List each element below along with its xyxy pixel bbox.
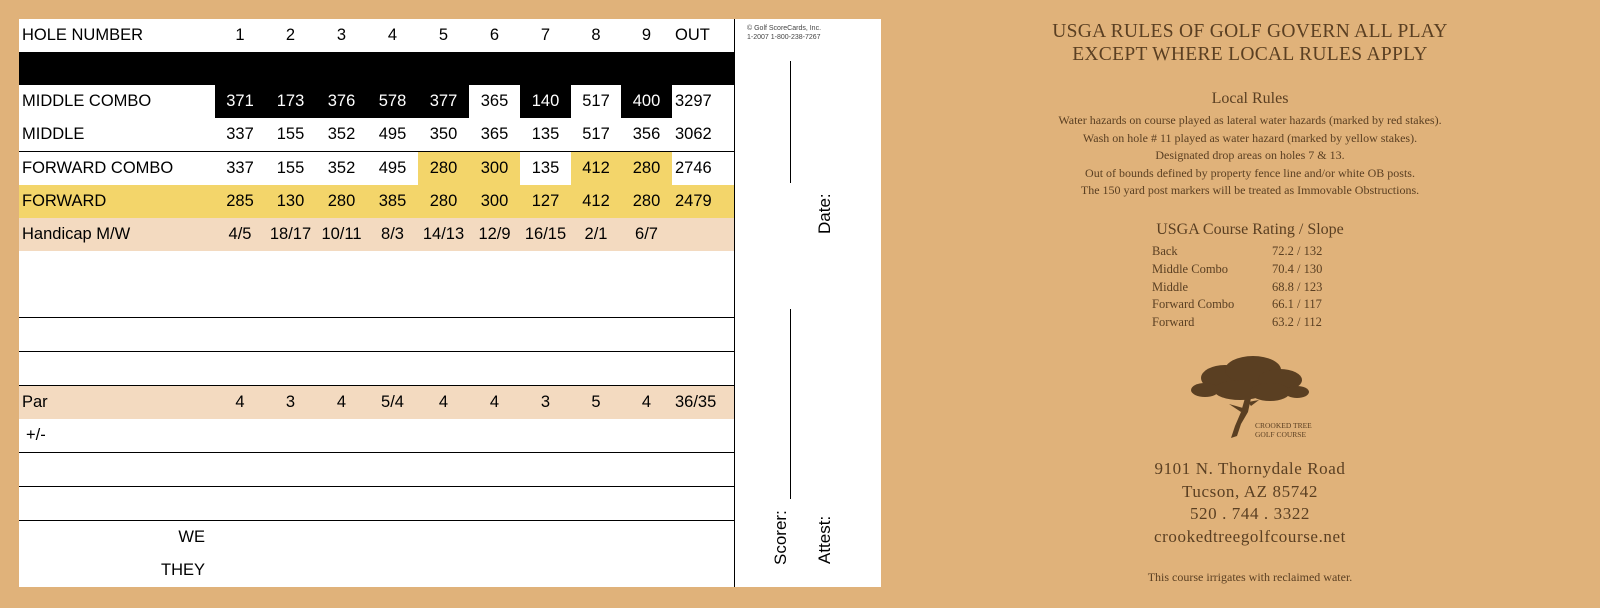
match-cell — [265, 521, 316, 555]
tee-row-forward-combo — [19, 152, 734, 186]
rating-tee: Forward — [1152, 315, 1195, 330]
score-cell — [621, 352, 672, 386]
we-label: WE — [178, 528, 205, 546]
score-cell — [215, 352, 265, 386]
plusminus-label: +/- — [19, 419, 215, 453]
match-cell — [621, 554, 672, 587]
rating-tee: Middle Combo — [1152, 262, 1229, 277]
yardage-cell: 130 — [265, 185, 316, 218]
score-cell — [621, 251, 672, 284]
yardage-cell: 300 — [469, 152, 520, 186]
yardage-cell: 376 — [316, 52, 367, 85]
handicap-cell: 6/7 — [621, 218, 672, 251]
score-cell — [367, 318, 418, 352]
score-cell — [418, 487, 469, 521]
handicap-cell: 16/15 — [520, 218, 571, 251]
yardage-cell: 365 — [469, 118, 520, 152]
row-label: HOLE NUMBER — [19, 19, 215, 52]
score-cell — [571, 251, 621, 284]
par-label: Par — [19, 386, 215, 420]
scorer-line — [790, 309, 791, 499]
yardage-cell: 385 — [367, 185, 418, 218]
score-cell — [265, 251, 316, 284]
player-row — [19, 318, 734, 352]
score-cell — [672, 419, 734, 453]
rating-row — [1152, 261, 1322, 279]
yardage-cell: 495 — [367, 118, 418, 152]
score-cell — [672, 487, 734, 521]
printer-credit-line1: © Golf ScoreCards, Inc. — [747, 25, 822, 32]
local-rule: The 150 yard post markers will be treated as Immovable Obstructions. — [1080, 183, 1420, 197]
score-cell — [520, 419, 571, 453]
hole-number: 8 — [571, 19, 621, 52]
par-cell: 4 — [621, 386, 672, 420]
yardage-cell: 578 — [367, 85, 418, 118]
rating-table — [1152, 243, 1322, 331]
logo-text-line1: CROOKED TREE — [1255, 421, 1312, 430]
score-cell — [520, 487, 571, 521]
signature-band — [735, 19, 881, 587]
score-cell — [571, 352, 621, 386]
score-cell — [672, 352, 734, 386]
we-row — [19, 521, 734, 555]
out-label: OUT — [672, 19, 734, 52]
score-cell — [19, 251, 215, 284]
yardage-cell: 140 — [520, 52, 571, 85]
score-cell — [621, 419, 672, 453]
score-cell — [367, 419, 418, 453]
score-cell — [316, 284, 367, 318]
local-rule: Wash on hole # 11 played as water hazard (marked by yellow stakes). — [1082, 130, 1418, 145]
score-cell — [316, 487, 367, 521]
match-cell — [469, 521, 520, 555]
score-cell — [469, 318, 520, 352]
tee-label: MIDDLE — [19, 118, 215, 152]
score-cell — [469, 487, 520, 521]
match-cell — [418, 521, 469, 555]
score-cell — [469, 419, 520, 453]
match-cell — [571, 554, 621, 587]
printer-credit — [747, 24, 821, 42]
score-cell — [19, 453, 215, 487]
local-rule: Out of bounds defined by property fence line and/or white OB posts. — [1085, 165, 1415, 180]
yardage-cell: 377 — [418, 85, 469, 118]
par-row — [19, 386, 734, 420]
address-city: Tucson, AZ 85742 — [1181, 481, 1319, 501]
yardage-cell: 140 — [520, 85, 571, 118]
hole-number: 1 — [215, 19, 265, 52]
local-rules-list — [900, 112, 1600, 200]
score-cell — [265, 318, 316, 352]
tee-label: MIDDLE COMBO — [22, 92, 152, 110]
yardage-cell: 280 — [418, 152, 469, 186]
handicap-cell: 2/1 — [571, 218, 621, 251]
par-cell: 5 — [571, 386, 621, 420]
scorecard — [19, 19, 881, 587]
score-cell — [265, 284, 316, 318]
par-cell: 4 — [469, 386, 520, 420]
yardage-cell: 280 — [316, 185, 367, 218]
yardage-cell: 412 — [571, 185, 621, 218]
course-contact — [900, 458, 1600, 548]
handicap-label: Handicap M/W — [19, 218, 215, 251]
par-cell: 4 — [418, 386, 469, 420]
score-cell — [672, 453, 734, 487]
score-cell — [19, 352, 215, 386]
rating-tee: Middle — [1152, 279, 1189, 294]
handicap-cell: 8/3 — [367, 218, 418, 251]
yardage-cell: 352 — [327, 159, 356, 177]
yardage-cell: 412 — [571, 152, 621, 186]
out-total: 2746 — [675, 159, 712, 177]
handicap-cell: 10/11 — [316, 218, 367, 251]
tee-row-middle-combo — [19, 85, 734, 118]
score-cell — [19, 318, 215, 352]
match-cell — [367, 521, 418, 555]
tee-label: FORWARD COMBO — [22, 159, 174, 177]
rating-row — [1152, 296, 1322, 314]
score-cell — [316, 352, 367, 386]
rating-value: 70.4 / 130 — [1272, 262, 1323, 277]
player-row — [19, 251, 734, 284]
score-cell — [469, 284, 520, 318]
score-cell — [316, 251, 367, 284]
yardage-cell: 300 — [469, 185, 520, 218]
rating-row — [1152, 278, 1322, 296]
match-cell — [469, 554, 520, 587]
rules-title-line2: EXCEPT WHERE LOCAL RULES APPLY — [1072, 44, 1428, 65]
score-cell — [19, 284, 215, 318]
match-cell — [316, 554, 367, 587]
yardage-cell: 400 — [621, 85, 672, 118]
rating-value: 66.1 / 117 — [1272, 297, 1322, 312]
phone-number: 520 . 744 . 3322 — [1189, 504, 1311, 523]
score-cell — [469, 453, 520, 487]
score-cell — [571, 419, 621, 453]
match-cell — [520, 554, 571, 587]
handicap-cell: 12/9 — [469, 218, 520, 251]
score-cell — [520, 352, 571, 386]
they-row — [19, 554, 734, 587]
yardage-cell: 365 — [480, 92, 509, 110]
score-cell — [215, 251, 265, 284]
match-cell — [672, 554, 734, 587]
yardage-cell: 371 — [215, 85, 265, 118]
match-cell — [265, 554, 316, 587]
yardage-cell: 173 — [265, 52, 316, 85]
score-cell — [571, 453, 621, 487]
hole-number: 6 — [469, 19, 520, 52]
player-row — [19, 284, 734, 318]
hole-number: 7 — [520, 19, 571, 52]
player-row — [19, 453, 734, 487]
out-total: 2479 — [672, 185, 734, 218]
score-cell — [418, 419, 469, 453]
par-cell: 4 — [215, 386, 265, 420]
score-cell — [215, 453, 265, 487]
yardage-cell: 280 — [418, 185, 469, 218]
score-cell — [571, 318, 621, 352]
yardage-cell: 495 — [378, 159, 407, 177]
yardage-cell: 356 — [621, 118, 672, 152]
yardage-cell: 135 — [531, 159, 560, 177]
yardage-cell: 400 — [621, 52, 672, 85]
yardage-cell: 155 — [265, 118, 316, 152]
footer-note: This course irrigates with reclaimed water. — [1147, 570, 1353, 584]
match-cell — [215, 521, 265, 555]
hole-number-row — [19, 19, 734, 52]
score-cell — [621, 453, 672, 487]
rating-value: 63.2 / 112 — [1272, 315, 1322, 330]
local-rules-heading: Local Rules — [1211, 90, 1289, 107]
hole-number: 2 — [265, 19, 316, 52]
par-total: 36/35 — [672, 386, 734, 420]
yardage-cell: 517 — [571, 118, 621, 152]
score-cell — [19, 487, 215, 521]
score-cell — [520, 318, 571, 352]
scorer-label: Scorer: — [771, 510, 790, 565]
out-total: 3062 — [672, 118, 734, 152]
rules-title — [900, 20, 1600, 66]
score-cell — [265, 453, 316, 487]
match-cell — [316, 521, 367, 555]
score-cell — [215, 284, 265, 318]
out-total: 3297 — [675, 92, 712, 110]
handicap-total — [672, 218, 734, 251]
date-label: Date: — [815, 193, 834, 234]
tee-row-back — [19, 52, 734, 85]
score-cell — [520, 453, 571, 487]
score-cell — [469, 352, 520, 386]
printer-credit-line2: 1-2007 1-800-238-7267 — [747, 34, 821, 41]
score-cell — [367, 487, 418, 521]
yardage-cell: 371 — [215, 52, 265, 85]
par-cell: 3 — [520, 386, 571, 420]
score-cell — [215, 487, 265, 521]
score-cell — [418, 352, 469, 386]
score-cell — [316, 318, 367, 352]
score-cell — [367, 453, 418, 487]
score-cell — [367, 251, 418, 284]
match-cell — [621, 521, 672, 555]
hole-number: 9 — [621, 19, 672, 52]
yardage-cell: 155 — [276, 159, 305, 177]
they-label: THEY — [160, 561, 205, 579]
handicap-cell: 18/17 — [265, 218, 316, 251]
match-cell — [367, 554, 418, 587]
hole-number: 3 — [316, 19, 367, 52]
score-cell — [265, 419, 316, 453]
out-total: 3469 — [672, 52, 734, 85]
attest-label: Attest: — [815, 515, 834, 564]
score-table — [19, 19, 734, 587]
date-line — [790, 61, 791, 183]
yardage-cell: 350 — [418, 118, 469, 152]
par-cell: 5/4 — [367, 386, 418, 420]
score-cell — [316, 419, 367, 453]
yardage-cell: 517 — [582, 92, 610, 110]
rules-title-line1: USGA RULES OF GOLF GOVERN ALL PLAY — [1052, 21, 1448, 42]
yardage-cell: 280 — [621, 152, 672, 186]
score-cell — [265, 487, 316, 521]
yardage-cell: 285 — [215, 185, 265, 218]
score-cell — [367, 284, 418, 318]
yardage-cell: 566 — [571, 52, 621, 85]
score-cell — [520, 251, 571, 284]
score-cell — [215, 419, 265, 453]
score-cell — [418, 453, 469, 487]
tee-label: FORWARD — [19, 185, 215, 218]
score-cell — [367, 352, 418, 386]
score-cell — [571, 284, 621, 318]
hole-number: 4 — [367, 19, 418, 52]
score-cell — [520, 284, 571, 318]
address-street: 9101 N. Thornydale Road — [1154, 459, 1346, 478]
yardage-cell: 485 — [469, 52, 520, 85]
par-cell: 3 — [265, 386, 316, 420]
score-cell — [672, 318, 734, 352]
rating-value: 72.2 / 132 — [1272, 244, 1323, 259]
yardage-cell: 376 — [316, 85, 367, 118]
yardage-cell: 135 — [520, 118, 571, 152]
yardage-cell: 337 — [226, 159, 254, 177]
par-cell: 4 — [316, 386, 367, 420]
rating-row — [1152, 314, 1322, 332]
score-cell — [316, 453, 367, 487]
yardage-cell: 352 — [316, 118, 367, 152]
plusminus-row — [19, 419, 734, 453]
score-cell — [469, 251, 520, 284]
tee-row-middle — [19, 118, 734, 152]
tee-row-forward — [19, 185, 734, 218]
match-cell — [571, 521, 621, 555]
yardage-cell: 280 — [621, 185, 672, 218]
score-cell — [571, 487, 621, 521]
player-row — [19, 352, 734, 386]
score-cell — [418, 251, 469, 284]
yardage-cell: 377 — [418, 52, 469, 85]
local-rule: Designated drop areas on holes 7 & 13. — [1155, 148, 1345, 162]
local-rule: Water hazards on course played as lateral water hazards (marked by red stakes). — [1058, 113, 1442, 127]
yardage-cell: 173 — [265, 85, 316, 118]
rating-tee: Forward Combo — [1152, 297, 1235, 312]
score-cell — [418, 284, 469, 318]
handicap-cell: 4/5 — [215, 218, 265, 251]
score-cell — [621, 487, 672, 521]
match-cell — [520, 521, 571, 555]
player-row — [19, 487, 734, 521]
yardage-cell: 578 — [367, 52, 418, 85]
rating-tee: Back — [1152, 244, 1178, 259]
rating-value: 68.8 / 123 — [1272, 279, 1323, 294]
score-cell — [265, 352, 316, 386]
website: crookedtreegolfcourse.net — [1154, 526, 1346, 546]
score-cell — [621, 318, 672, 352]
match-cell — [418, 554, 469, 587]
handicap-cell: 14/13 — [418, 218, 469, 251]
score-cell — [215, 318, 265, 352]
score-cell — [672, 284, 734, 318]
hole-number: 5 — [418, 19, 469, 52]
rating-row — [1152, 243, 1322, 261]
logo-text-line2: GOLF COURSE — [1255, 430, 1307, 439]
score-cell — [621, 284, 672, 318]
tree-logo-icon — [1185, 350, 1315, 450]
yardage-cell: 127 — [520, 185, 571, 218]
score-cell — [418, 318, 469, 352]
rating-heading: USGA Course Rating / Slope — [1156, 221, 1344, 238]
info-panel — [900, 0, 1600, 608]
match-cell — [215, 554, 265, 587]
yardage-cell: 337 — [215, 118, 265, 152]
match-cell — [672, 521, 734, 555]
tee-label: BACK — [19, 52, 215, 85]
score-cell — [672, 251, 734, 284]
handicap-row — [19, 218, 734, 251]
